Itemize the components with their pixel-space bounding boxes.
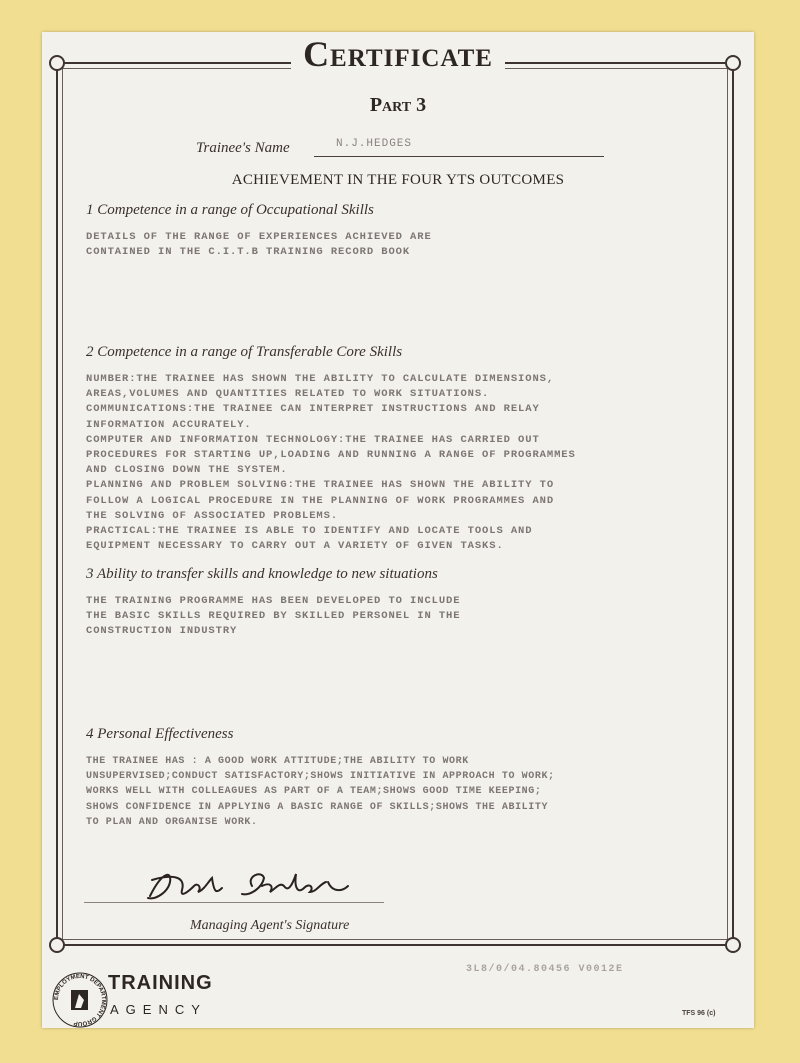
section-2-text: NUMBER:THE TRAINEE HAS SHOWN THE ABILITY TO CALCULATE DIMENSIONS, AREAS,VOLUMES AND QUANTITIES RELATED TO WORK SITUATIONS. COMMUNICATIONS:THE TRAINEE CAN INTERPRET INSTRUCTIONS AND RELAY INFORMATION ACCURATELY. COMPUTER AND INFORMATION TECHNOLOGY:THE TRAINEE HAS CARRIED OUT PROCEDURES FOR STARTING UP,LOADING AND RUNNING A RANGE OF PROGRAMMES AND CLOSING DOWN THE SYSTEM. PLANNING AND PROBLEM SOLVING:THE TRAINEE HAS SHOWN THE ABILITY TO FOLLOW A LOGICAL PROCEDURE IN THE PLANNING OF WORK PROGRAMMES AND THE SOLVING OF ASSOCIATED PROBLEMS. PRACTICAL:THE TRAINEE IS ABLE TO IDENTIFY AND LOCATE TOOLS AND EQUIPMENT NECESSARY TO CARRY OUT A VARIETY OF GIVEN TASKS.: [86, 373, 576, 553]
section-1-text: DETAILS OF THE RANGE OF EXPERIENCES ACHIEVED ARE CONTAINED IN THE C.I.T.B TRAINING RECORD BOOK: [86, 231, 432, 259]
trainee-name-label: Trainee's Name: [196, 140, 290, 156]
training-agency-logo-icon: [50, 970, 110, 1030]
border-corner-ornament: [725, 937, 741, 953]
part-heading: Part 3: [369, 94, 427, 116]
form-code: TFS 96 (c): [682, 1010, 716, 1017]
faint-reference-number: 3L8/0/04.80456 V0012E: [466, 964, 624, 975]
section-1-heading: 1 Competence in a range of Occupational Skills: [86, 202, 374, 218]
section-4-heading: 4 Personal Effectiveness: [86, 726, 234, 742]
trainee-name-value: N.J.HEDGES: [336, 138, 413, 150]
certificate-paper: [42, 32, 754, 1028]
title-wrap: [42, 32, 754, 76]
section-3-text: THE TRAINING PROGRAMME HAS BEEN DEVELOPED TO INCLUDE THE BASIC SKILLS REQUIRED BY SKILLED PERSONEL IN THE CONSTRUCTION INDUSTRY: [86, 595, 461, 638]
certificate-title: Certificate: [291, 32, 505, 76]
section-4-text: THE TRAINEE HAS : A GOOD WORK ATTITUDE;THE ABILITY TO WORK UNSUPERVISED;CONDUCT SATISFACTORY;SHOWS INITIATIVE IN APPROACH TO WORK; WORKS WELL WITH COLLEAGUES AS PART OF A TEAM;SHOWS GOOD TIME KEEPING; SHOWS CONFIDENCE IN APPLYING A BASIC RANGE OF SKILLS;SHOWS THE ABILITY TO PLAN AND ORGANISE WORK.: [86, 756, 555, 828]
section-3-heading: 3 Ability to transfer skills and knowledge to new situations: [86, 566, 438, 582]
logo-text-training: TRAINING: [108, 972, 213, 994]
trainee-name-line: [314, 156, 604, 157]
logo-ring-text: EMPLOYMENT DEPARTMENT GROUP: [53, 973, 107, 1027]
trainee-name-row: [196, 138, 616, 160]
section-2-heading: 2 Competence in a range of Transferable Core Skills: [86, 344, 403, 360]
outcomes-heading: ACHIEVEMENT IN THE FOUR YTS OUTCOMES: [231, 172, 565, 188]
signature-label: Managing Agent's Signature: [190, 918, 350, 933]
handwritten-signature: [142, 852, 382, 912]
logo-text-agency: AGENCY: [110, 1002, 207, 1017]
border-corner-ornament: [49, 937, 65, 953]
signature-line: [84, 902, 384, 903]
